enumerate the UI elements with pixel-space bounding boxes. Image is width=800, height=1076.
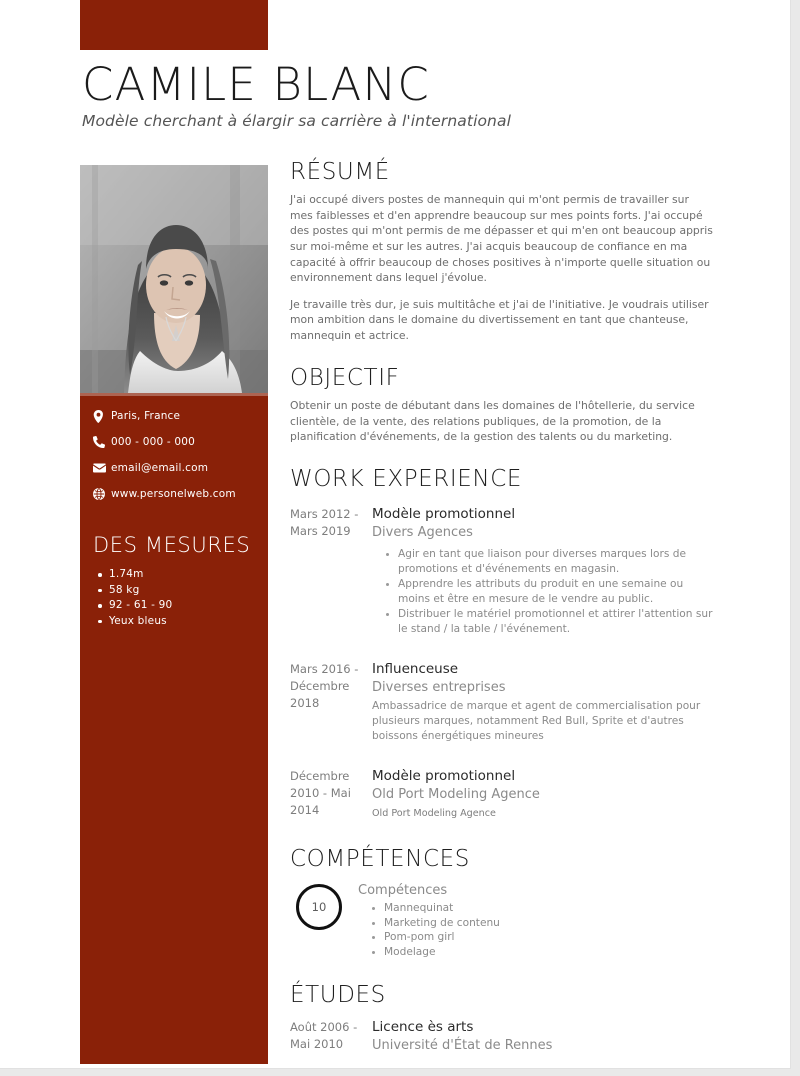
- work-entry-subtext: Old Port Modeling Agence: [372, 808, 496, 820]
- skill-score-value: 10: [296, 884, 342, 930]
- work-entry-body: [368, 661, 715, 744]
- contact-item-website[interactable]: [80, 481, 268, 507]
- contact-item-phone[interactable]: [80, 429, 268, 455]
- list-item: Pom-pom girl: [384, 930, 715, 945]
- work-entry-date: Décembre 2010 - Mai 2014: [290, 769, 351, 818]
- resume-paragraph: Je travaille très dur, je suis multitâche et j'ai de l'initiative. Je voudrais utiliser mon ambition dans le domaine du divertissement en tant que chanteuse, mannequin et actrice.: [290, 297, 709, 343]
- work-entry-role: Modèle promotionnel: [372, 506, 516, 523]
- skills-list: [358, 901, 715, 959]
- work-entry-role: Modèle promotionnel: [372, 768, 516, 785]
- work-entry-date: Mars 2012 - Mars 2019: [290, 507, 359, 539]
- avatar: [80, 165, 268, 393]
- section-objectif: [290, 366, 715, 445]
- work-entry-body: [368, 768, 715, 821]
- work-entry-org: Diverses entreprises: [372, 680, 506, 696]
- objectif-paragraph: Obtenir un poste de débutant dans les domaines de l'hôtellerie, du service clientèle, de la vente, des relations publiques, de la promotion, de la planification d'événements, de la gestion des talents ou du marketing.: [290, 398, 695, 444]
- education-entry-degree: Licence ès arts: [372, 1018, 474, 1035]
- contact-location-text: Paris, France: [111, 410, 181, 422]
- work-entry-role: Influenceuse: [372, 661, 459, 678]
- contact-item-location[interactable]: [80, 403, 268, 429]
- sidebar: [80, 165, 268, 1064]
- work-entry-description: Ambassadrice de marque et agent de commercialisation pour plusieurs marques, notamment Red Bull, Sprite et d'autres boissons énergétiques mineures: [372, 700, 701, 743]
- skills-body: [358, 882, 715, 959]
- page-title: CAMILE BLANC: [82, 58, 430, 111]
- list-item: 92 - 61 - 90: [109, 598, 268, 614]
- section-title-objectif: OBJECTIF: [290, 364, 400, 391]
- list-item: Agir en tant que liaison pour diverses marques lors de promotions et d'événements en magasin.: [398, 547, 715, 576]
- location-pin-icon: [93, 410, 111, 423]
- section-title-skills: COMPÉTENCES: [290, 846, 470, 873]
- education-entry: [290, 1019, 715, 1056]
- list-item: Yeux bleus: [109, 614, 268, 630]
- section-education: [290, 983, 715, 1055]
- contact-email-text: email@email.com: [111, 462, 209, 474]
- envelope-icon: [93, 463, 111, 473]
- phone-icon: [93, 436, 111, 448]
- section-title-education: ÉTUDES: [290, 982, 386, 1009]
- section-work-experience: [290, 467, 715, 821]
- education-entry-body: [368, 1019, 715, 1056]
- list-item: Mannequinat: [384, 901, 715, 916]
- work-entry: [290, 506, 715, 637]
- list-item: 58 kg: [109, 583, 268, 599]
- main-content: [290, 160, 715, 1056]
- header: [82, 58, 722, 130]
- work-entry: [290, 661, 715, 744]
- list-item: 1.74m: [109, 567, 268, 583]
- section-skills: [290, 847, 715, 959]
- section-resume: [290, 160, 715, 344]
- work-entry-date: Mars 2016 - Décembre 2018: [290, 662, 359, 711]
- section-title-resume: RÉSUMÉ: [290, 159, 390, 185]
- header-tagline: Modèle cherchant à élargir sa carrière à l'international: [82, 111, 511, 130]
- education-entry-school: Université d'État de Rennes: [372, 1037, 553, 1053]
- contact-website-text: www.personelweb.com: [111, 488, 236, 500]
- section-title-work: WORK EXPERIENCE: [290, 465, 523, 492]
- list-item: Distribuer le matériel promotionnel et attirer l'attention sur le stand / la table / l'événement.: [398, 607, 715, 636]
- measures-section: [93, 533, 268, 629]
- education-entry-date: Août 2006 - Mai 2010: [290, 1019, 358, 1051]
- work-entry-bullets: [372, 547, 715, 636]
- skills-row: [290, 882, 715, 959]
- list-item: Modelage: [384, 945, 715, 960]
- work-entry-body: [368, 506, 715, 637]
- skill-score-badge: [290, 882, 358, 959]
- sidebar-divider: [80, 393, 268, 396]
- work-entry-org: Old Port Modeling Agence: [372, 787, 540, 803]
- skills-subtitle: Compétences: [358, 883, 448, 899]
- header-accent-block: [80, 0, 268, 50]
- portrait-photo-icon: [80, 165, 268, 393]
- contact-item-email[interactable]: [80, 455, 268, 481]
- measures-list: [93, 567, 268, 629]
- work-entry: [290, 768, 715, 821]
- measures-title: DES MESURES: [93, 533, 251, 557]
- globe-icon: [93, 488, 111, 500]
- work-entry-org: Divers Agences: [372, 525, 473, 541]
- list-item: Marketing de contenu: [384, 916, 715, 931]
- contact-list: [80, 403, 268, 507]
- list-item: Apprendre les attributs du produit en une semaine ou moins et être en mesure de le vendre au public.: [398, 577, 715, 606]
- resume-paragraph: J'ai occupé divers postes de mannequin qui m'ont permis de travailler sur mes faiblesses et d'en apprendre beaucoup sur mes points forts. J'ai occupé des postes qui m'ont permis de me dépasser et qui m'en ont beaucoup appris sur moi-même et sur les autres. J'ai acquis beaucoup de confiance en ma capacité à offrir beaucoup de choses positives à n'importe quelle situation ou environnement dans lequel j'évolue.: [290, 193, 713, 285]
- contact-phone-text: 000 - 000 - 000: [111, 436, 196, 448]
